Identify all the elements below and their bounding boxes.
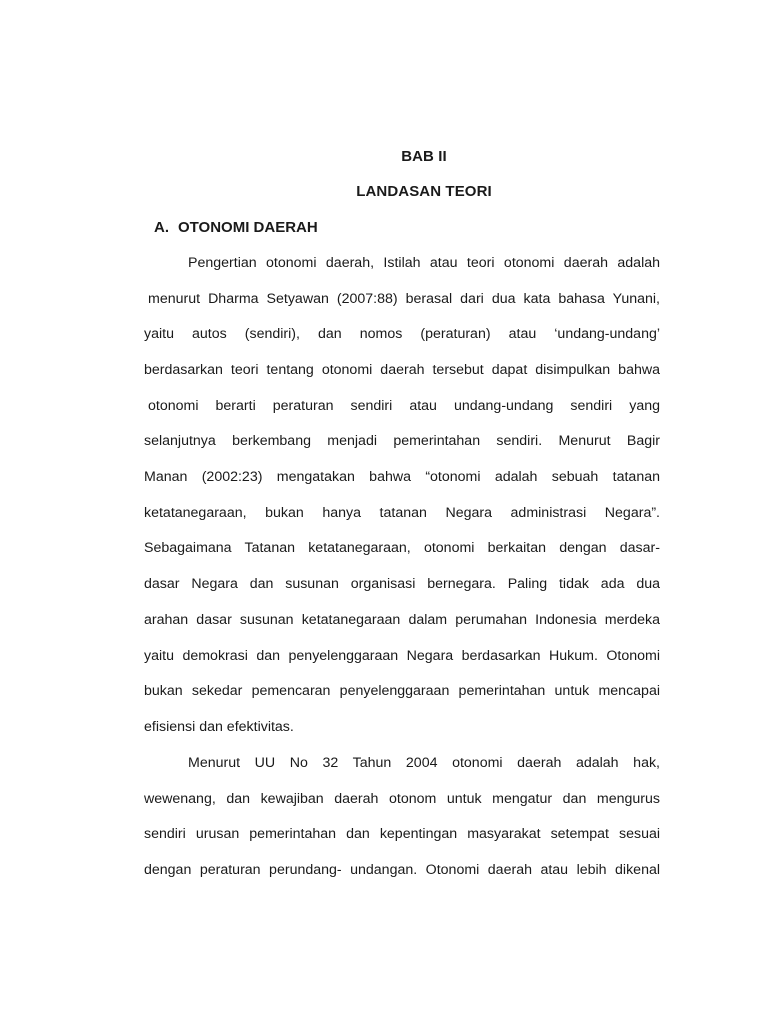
- paragraph-line: otonomi berarti peraturan sendiri atau undang-undang sendiri yang: [148, 398, 660, 414]
- paragraph-line: bukan sekedar pemencaran penyelenggaraan pemerintahan untuk mencapai: [144, 683, 660, 699]
- paragraph-line: arahan dasar susunan ketatanegaraan dalam perumahan Indonesia merdeka: [144, 612, 660, 628]
- paragraph-line: yaitu autos (sendiri), dan nomos (peraturan) atau ‘undang-undang’: [144, 326, 660, 342]
- paragraph-line: Manan (2002:23) mengatakan bahwa “otonomi adalah sebuah tatanan: [144, 469, 660, 485]
- paragraph-line: menurut Dharma Setyawan (2007:88) berasal dari dua kata bahasa Yunani,: [148, 291, 660, 307]
- paragraph-line: Menurut UU No 32 Tahun 2004 otonomi daerah adalah hak,: [188, 755, 660, 771]
- chapter-heading: BAB II: [401, 148, 447, 165]
- paragraph-line: dasar Negara dan susunan organisasi bernegara. Paling tidak ada dua: [144, 576, 660, 592]
- section-title: OTONOMI DAERAH: [178, 219, 318, 236]
- paragraph-line: sendiri urusan pemerintahan dan kepentingan masyarakat setempat sesuai: [144, 826, 660, 842]
- paragraph-line: berdasarkan teori tentang otonomi daerah tersebut dapat disimpulkan bahwa: [144, 362, 660, 378]
- section-heading: [154, 219, 318, 236]
- paragraph-line: Pengertian otonomi daerah, Istilah atau teori otonomi daerah adalah: [188, 255, 660, 271]
- paragraph-line: selanjutnya berkembang menjadi pemerintahan sendiri. Menurut Bagir: [144, 433, 660, 449]
- paragraph-line: dengan peraturan perundang- undangan. Otonomi daerah atau lebih dikenal: [144, 862, 660, 878]
- paragraph-line: ketatanegaraan, bukan hanya tatanan Negara administrasi Negara”.: [144, 505, 660, 521]
- paragraph-line: wewenang, dan kewajiban daerah otonom untuk mengatur dan mengurus: [144, 791, 660, 807]
- chapter-title: LANDASAN TEORI: [356, 183, 492, 200]
- section-number: A.: [154, 219, 169, 236]
- paragraph-line: efisiensi dan efektivitas.: [144, 719, 294, 735]
- paragraph-line: Sebagaimana Tatanan ketatanegaraan, otonomi berkaitan dengan dasar-: [144, 540, 660, 556]
- paragraph-line: yaitu demokrasi dan penyelenggaraan Negara berdasarkan Hukum. Otonomi: [144, 648, 660, 664]
